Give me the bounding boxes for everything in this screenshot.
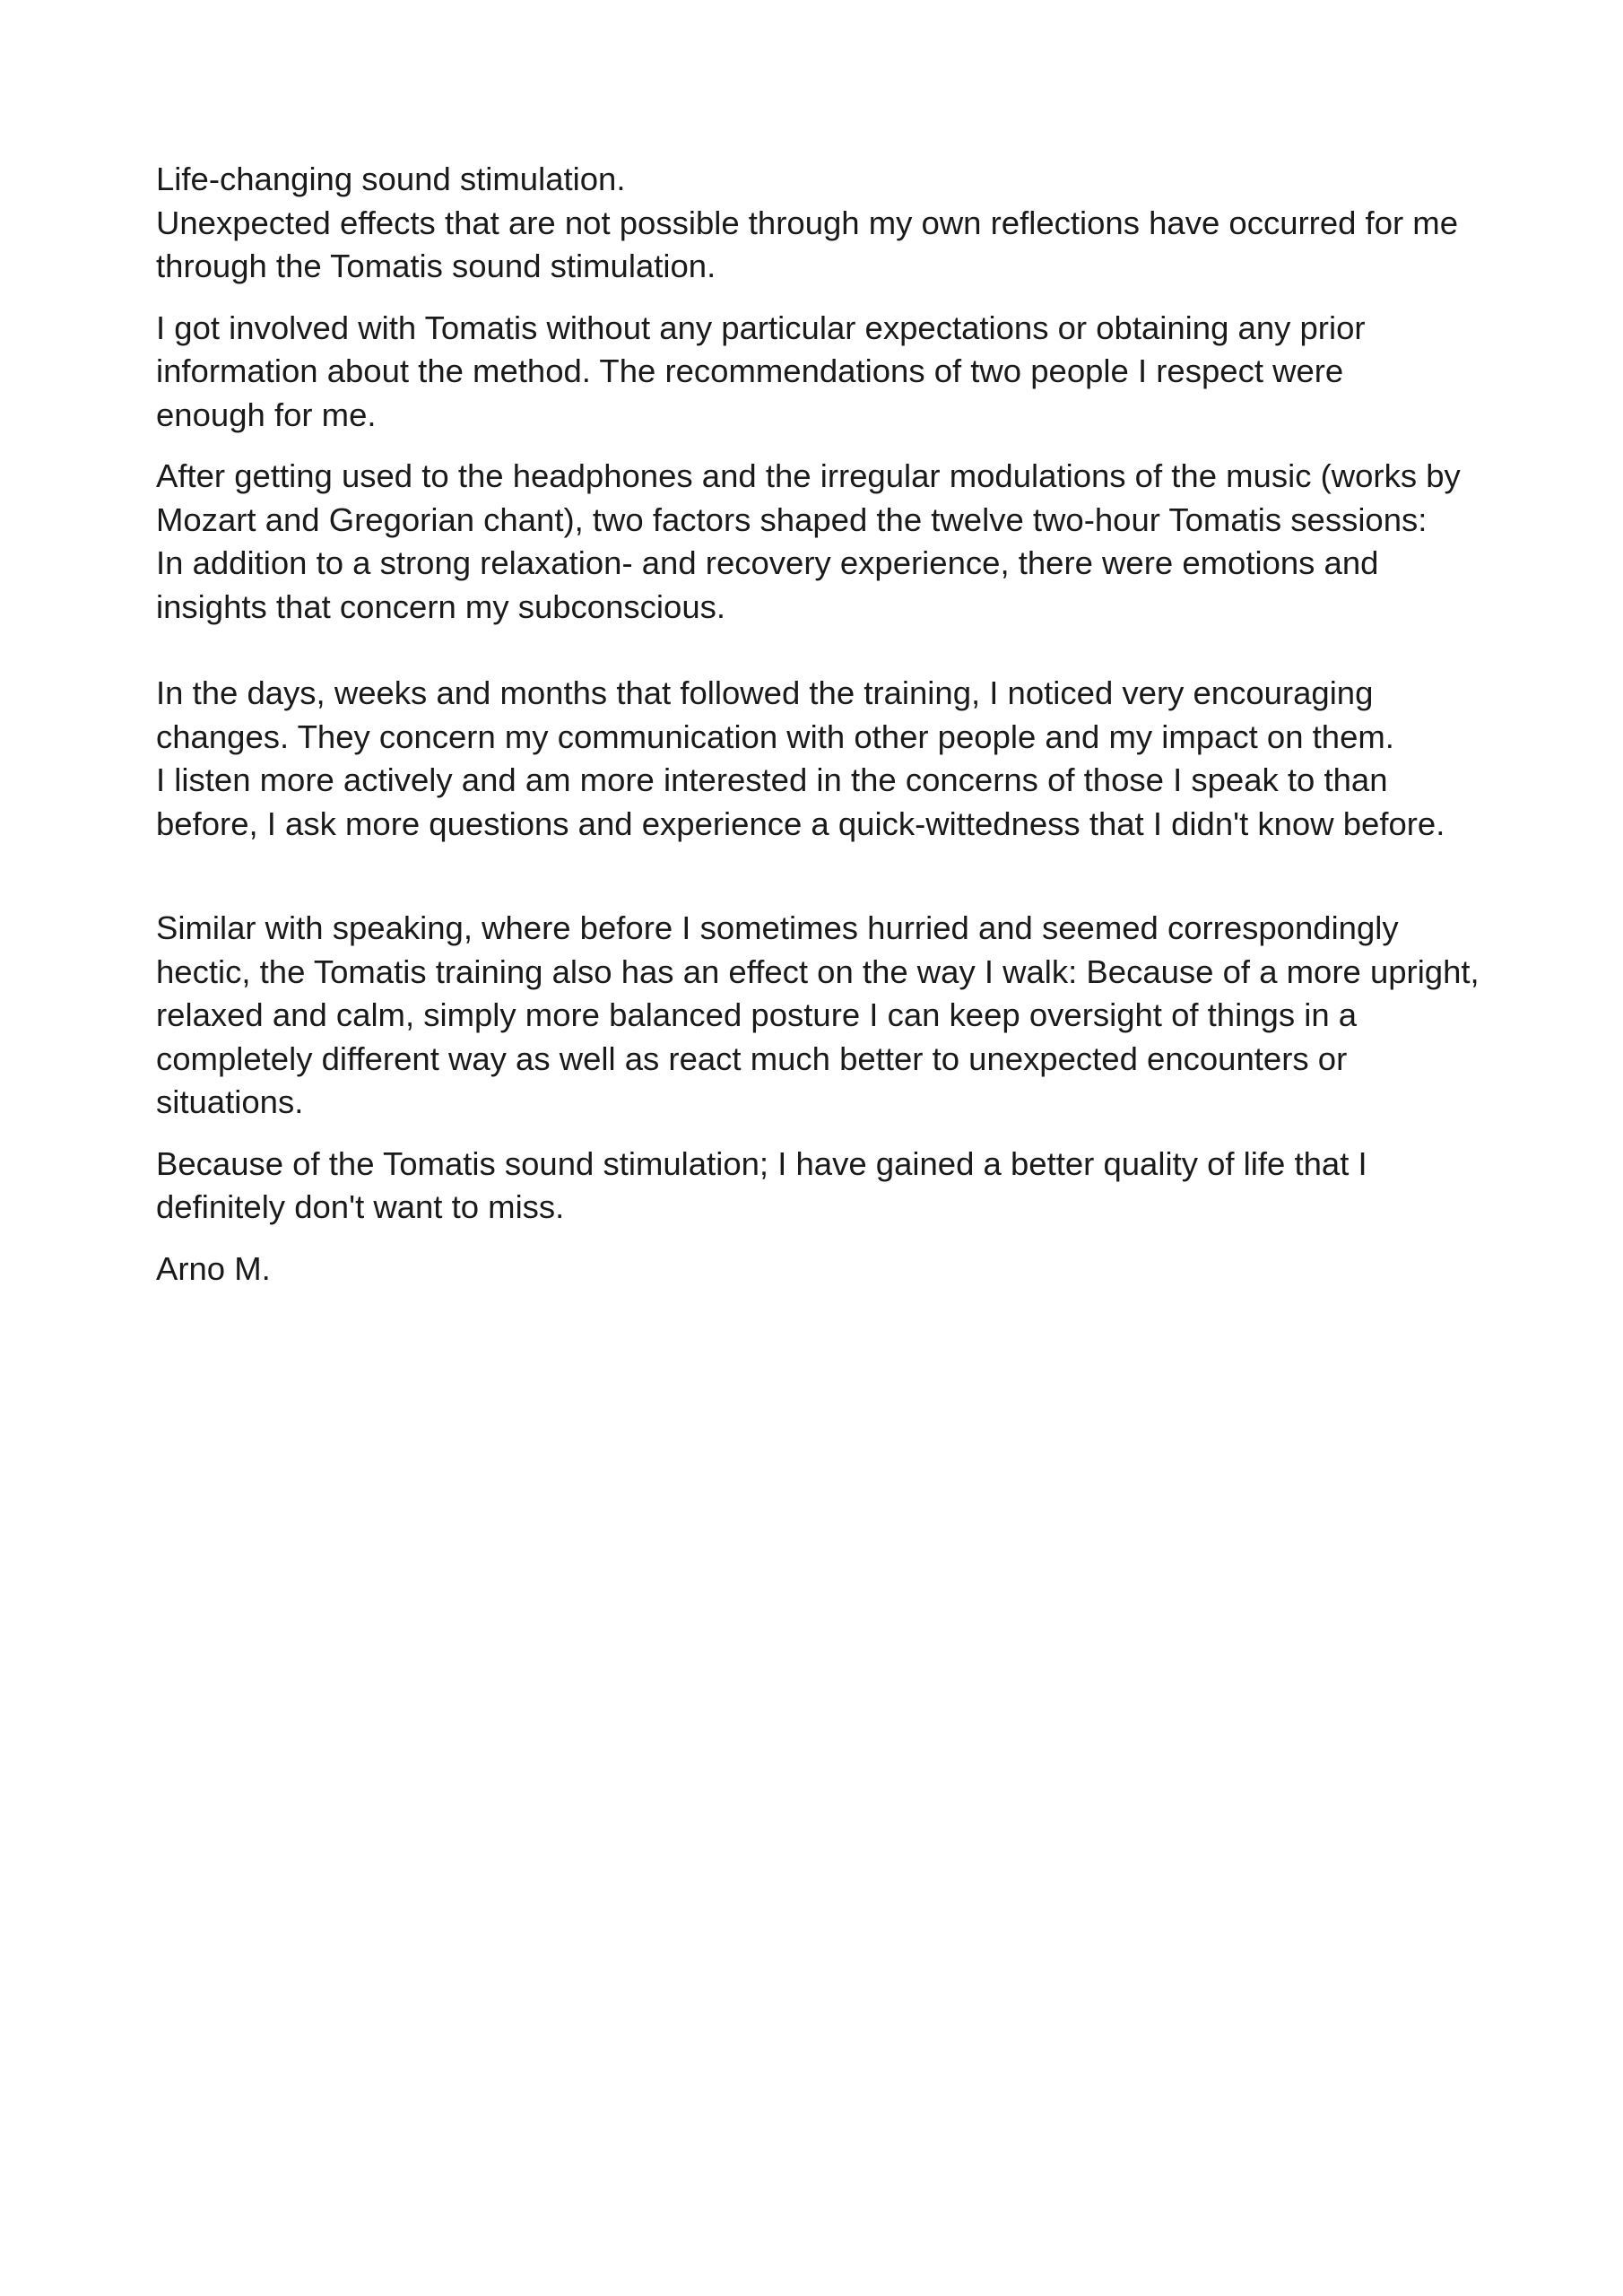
paragraph-line: situations.	[156, 1083, 304, 1120]
document-body	[156, 158, 1483, 1291]
paragraph-changes	[156, 672, 1483, 846]
paragraph-line: information about the method. The recommendations of two people I respect were	[156, 352, 1344, 389]
paragraph-line: I listen more actively and am more interested in the concerns of those I speak to than	[156, 761, 1388, 798]
paragraph-sessions	[156, 455, 1483, 629]
paragraph-line: changes. They concern my communication with other people and my impact on them.	[156, 718, 1394, 755]
paragraph-line: In the days, weeks and months that followed the training, I noticed very encouraging	[156, 674, 1374, 711]
paragraph-line: hectic, the Tomatis training also has an effect on the way I walk: Because of a more upright,	[156, 952, 1480, 990]
paragraph-line: Mozart and Gregorian chant), two factors shaped the twelve two-hour Tomatis sessions:	[156, 500, 1428, 538]
intro-line: through the Tomatis sound stimulation.	[156, 248, 716, 284]
paragraph-conclusion	[156, 1143, 1483, 1230]
intro-paragraph	[156, 158, 1483, 289]
paragraph-line: Because of the Tomatis sound stimulation; I have gained a better quality of life that I	[156, 1144, 1367, 1182]
paragraph-line: Similar with speaking, where before I sometimes hurried and seemed correspondingly	[156, 909, 1399, 946]
paragraph-line: definitely don't want to miss.	[156, 1188, 565, 1225]
signature-text: Arno M.	[156, 1249, 271, 1287]
intro-title-line: Life-changing sound stimulation.	[156, 161, 626, 197]
paragraph-expectations	[156, 307, 1483, 438]
paragraph-posture	[156, 907, 1483, 1125]
paragraph-line: before, I ask more questions and experience a quick-wittedness that I didn't know before.	[156, 804, 1445, 842]
paragraph-line: In addition to a strong relaxation- and recovery experience, there were emotions and	[156, 544, 1379, 581]
paragraph-line: enough for me.	[156, 396, 377, 433]
paragraph-line: relaxed and calm, simply more balanced posture I can keep oversight of things in a	[156, 996, 1358, 1033]
paragraph-line: insights that concern my subconscious.	[156, 587, 726, 625]
intro-line: Unexpected effects that are not possible through my own reflections have occurred for me	[156, 204, 1458, 241]
paragraph-line: After getting used to the headphones and the irregular modulations of the music (works by	[156, 457, 1461, 494]
paragraph-line: completely different way as well as react much better to unexpected encounters or	[156, 1039, 1348, 1077]
signature	[156, 1248, 1483, 1292]
paragraph-line: I got involved with Tomatis without any particular expectations or obtaining any prior	[156, 309, 1366, 346]
